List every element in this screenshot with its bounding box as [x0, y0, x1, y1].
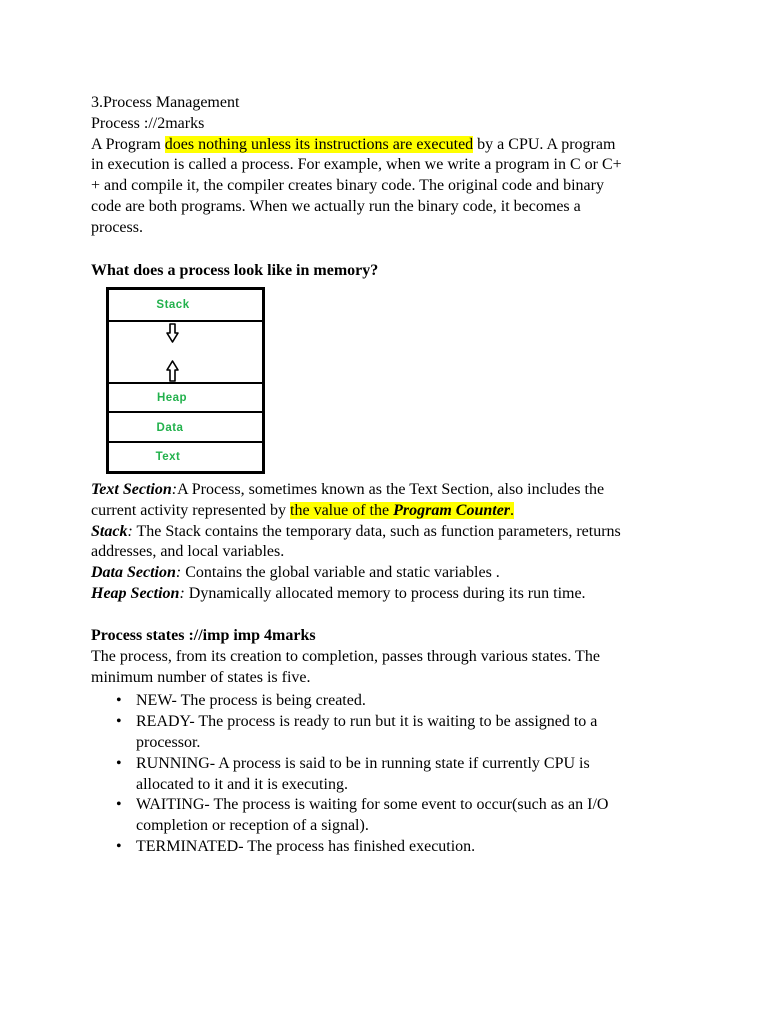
intro-line-1	[91, 135, 691, 156]
process-states-list	[91, 691, 691, 857]
heap-label: Heap	[156, 392, 188, 404]
highlight-plain: the value of the	[290, 501, 394, 519]
heap-section-term: Heap Section	[91, 584, 180, 602]
list-item-text: allocated to it and it is executing.	[136, 775, 348, 793]
stack-label: Stack	[156, 299, 190, 311]
text-section-desc-2: current activity represented by	[91, 501, 291, 519]
intro-rest: by a CPU. A program	[473, 135, 616, 153]
heap-section-desc: Dynamically allocated memory to process during its run time.	[184, 584, 586, 602]
intro-highlight: does nothing unless its instructions are executed	[164, 135, 474, 153]
list-item-text: processor.	[136, 733, 201, 751]
list-item-waiting	[136, 795, 691, 837]
section-heading: 3.Process Management	[91, 94, 240, 111]
text-section-desc: A Process, sometimes known as the Text Section, also includes the	[177, 481, 605, 498]
text-section-line-1	[91, 480, 691, 501]
intro-block	[91, 93, 691, 239]
section-subheading: Process ://2marks	[91, 114, 205, 132]
process-memory-diagram	[106, 287, 266, 475]
stack-term: Stack	[91, 522, 128, 540]
colon: :	[171, 481, 178, 498]
list-item-new	[136, 691, 691, 712]
colon: :	[175, 564, 182, 582]
program-counter-term: Program Counter	[393, 501, 511, 519]
list-item-terminated	[136, 837, 691, 858]
program-counter-highlight	[290, 502, 514, 519]
stack-line-2: addresses, and local variables.	[91, 543, 285, 561]
data-section-desc: Contains the global variable and static variables .	[181, 564, 500, 582]
colon: :	[179, 584, 185, 602]
diagram-frame	[108, 289, 264, 473]
process-states-heading: Process states ://imp imp 4marks	[91, 627, 316, 644]
data-section-line	[91, 563, 691, 584]
period: .	[510, 501, 515, 519]
heap-section-line	[91, 584, 691, 605]
process-states-intro-2: minimum number of states is five.	[91, 668, 311, 686]
list-item-ready	[136, 712, 691, 754]
text-label: Text	[155, 451, 181, 463]
list-item-text: completion or reception of a signal).	[136, 817, 369, 835]
data-label: Data	[156, 422, 184, 434]
list-item-text: WAITING- The process is waiting for some event to occur(such as an I/O	[136, 796, 609, 814]
data-section-term: Data Section	[91, 564, 176, 582]
process-states-block	[91, 626, 691, 858]
intro-line-2: in execution is called a process. For example, when we write a program in C or C+	[91, 156, 622, 174]
definitions-block	[91, 480, 691, 605]
stack-line-1	[91, 522, 691, 543]
intro-line-5: process.	[91, 218, 143, 236]
list-item-text: NEW- The process is being created.	[136, 692, 366, 710]
list-item-running	[136, 754, 691, 796]
list-item-text: TERMINATED- The process has finished execution.	[136, 837, 476, 855]
stack-desc: The Stack contains the temporary data, such as function parameters, returns	[132, 522, 621, 540]
colon: :	[127, 522, 133, 540]
list-item-text: READY- The process is ready to run but it is waiting to be assigned to a	[136, 713, 598, 731]
text-section-line-2	[91, 501, 691, 522]
intro-line-3: + and compile it, the compiler creates binary code. The original code and binary	[91, 177, 604, 195]
memory-question: What does a process look like in memory?	[91, 262, 379, 279]
process-states-intro-1: The process, from its creation to completion, passes through various states. The	[91, 647, 600, 665]
list-item-text: RUNNING- A process is said to be in running state if currently CPU is	[136, 754, 590, 772]
intro-line-4: code are both programs. When we actually run the binary code, it becomes a	[91, 197, 581, 215]
intro-lead: A Program	[91, 135, 165, 153]
text-section-term: Text Section	[91, 481, 172, 498]
